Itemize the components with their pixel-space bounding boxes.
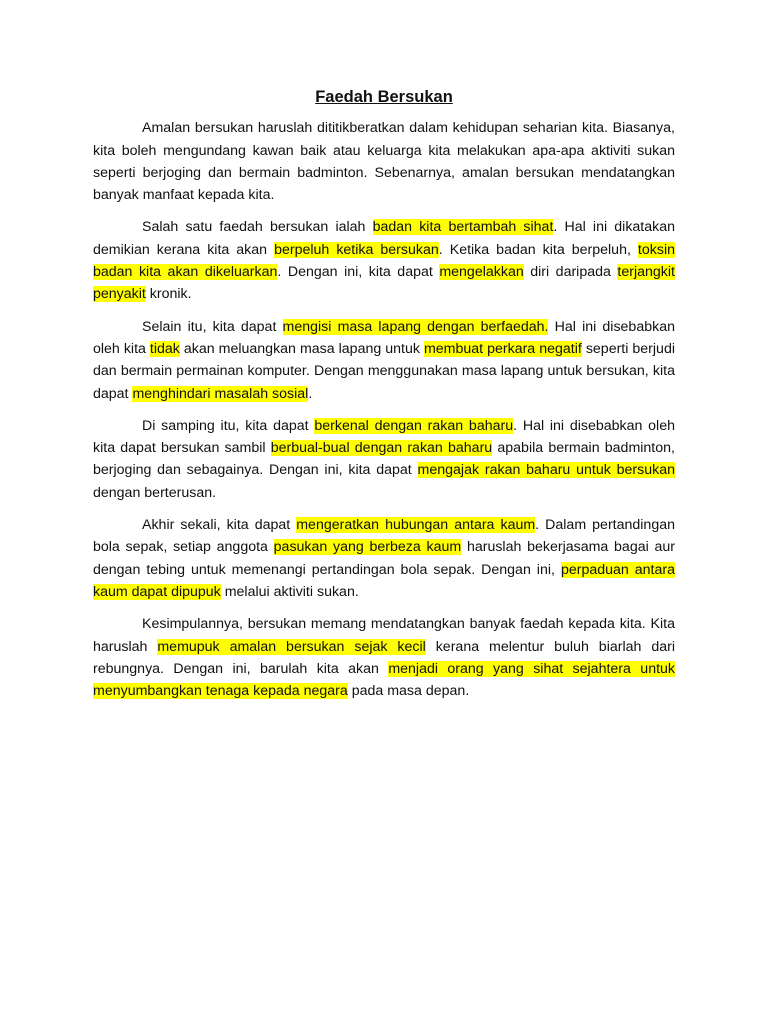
paragraph bbox=[93, 514, 675, 603]
highlighted-text: berpeluh ketika bersukan bbox=[274, 241, 439, 258]
text-segment: . Ketika badan kita berpeluh, bbox=[438, 241, 638, 258]
paragraph bbox=[93, 316, 675, 405]
highlighted-text: mengajak rakan baharu untuk bersukan bbox=[417, 462, 675, 479]
text-segment: melalui aktiviti sukan. bbox=[220, 583, 359, 600]
paragraph bbox=[93, 415, 675, 504]
text-segment: kronik. bbox=[145, 286, 192, 303]
paragraph bbox=[93, 613, 675, 702]
text-segment: Akhir sekali, kita dapat bbox=[142, 517, 297, 534]
highlighted-text: menjadi orang yang sihat sejahtera untuk menyumbangkan tenaga kepada negara bbox=[93, 660, 676, 700]
text-segment: seperti berjudi dan bermain permainan komputer. Dengan menggunakan masa lapang untuk bersukan, kita dapat bbox=[93, 340, 675, 402]
highlighted-text: toksin badan kita akan dikeluarkan bbox=[93, 241, 675, 281]
highlighted-text: berkenal dengan rakan baharu bbox=[314, 417, 514, 434]
text-segment: akan meluangkan masa lapang untuk bbox=[179, 340, 424, 357]
highlighted-text: mengisi masa lapang dengan berfaedah. bbox=[282, 318, 549, 335]
document-page bbox=[93, 86, 675, 712]
text-segment: . Hal ini dikatakan demikian kerana kita akan bbox=[93, 219, 676, 258]
text-segment: . Dengan ini, kita dapat bbox=[277, 264, 440, 281]
highlighted-text: mengelakkan bbox=[439, 264, 524, 281]
highlighted-text: menghindari masalah sosial bbox=[132, 385, 309, 402]
text-segment: apabila bermain badminton, berjoging dan sebagainya. Dengan ini, kita dapat bbox=[93, 440, 675, 479]
paragraph bbox=[93, 216, 675, 305]
highlighted-text: pasukan yang berbeza kaum bbox=[273, 539, 462, 556]
text-segment: . bbox=[308, 385, 313, 402]
highlighted-text: memupuk amalan bersukan sejak kecil bbox=[157, 638, 426, 655]
text-segment: Kesimpulannya, bersukan memang mendatangkan banyak faedah kepada kita. Kita haruslah bbox=[93, 616, 675, 655]
highlighted-text: tidak bbox=[149, 340, 180, 357]
text-segment: . Hal ini disebabkan oleh kita dapat bersukan sambil bbox=[93, 417, 675, 457]
highlighted-text: berbual-bual dengan rakan baharu bbox=[270, 440, 493, 457]
text-segment: Di samping itu, kita dapat bbox=[142, 417, 315, 434]
text-segment: Amalan bersukan haruslah dititikberatkan dalam kehidupan seharian kita. Biasanya, kita boleh mengundang kawan baik atau keluarga kita melakukan apa-apa aktiviti sukan seperti berjoging dan bermain badminton. Sebenarnya, amalan bersukan mendatangkan banyak manfaat kepada kita. bbox=[93, 120, 675, 204]
paragraph bbox=[93, 117, 675, 206]
highlighted-text: badan kita bertambah sihat bbox=[372, 219, 554, 236]
text-segment: Selain itu, kita dapat bbox=[142, 318, 283, 335]
text-segment: haruslah bekerjasama bagai aur dengan tebing untuk memenangi pertandingan bola sepak. Dengan ini, bbox=[93, 539, 675, 578]
text-segment: Hal ini disebabkan oleh kita bbox=[93, 318, 675, 357]
document-title: Faedah Bersukan bbox=[315, 88, 453, 106]
highlighted-text: mengeratkan hubungan antara kaum bbox=[296, 517, 536, 534]
text-segment: pada masa depan. bbox=[347, 683, 470, 700]
highlighted-text: perpaduan antara kaum dapat dipupuk bbox=[93, 561, 675, 600]
highlighted-text: membuat perkara negatif bbox=[423, 340, 582, 357]
text-segment: . Dalam pertandingan bola sepak, setiap anggota bbox=[93, 517, 675, 556]
document-body bbox=[93, 117, 675, 702]
text-segment: diri daripada bbox=[523, 264, 618, 281]
text-segment: dengan berterusan. bbox=[93, 484, 217, 501]
text-segment: kerana melentur buluh biarlah dari rebungnya. Dengan ini, barulah kita akan bbox=[93, 638, 675, 677]
text-segment: Salah satu faedah bersukan ialah bbox=[142, 219, 373, 236]
highlighted-text: terjangkit penyakit bbox=[93, 264, 675, 303]
